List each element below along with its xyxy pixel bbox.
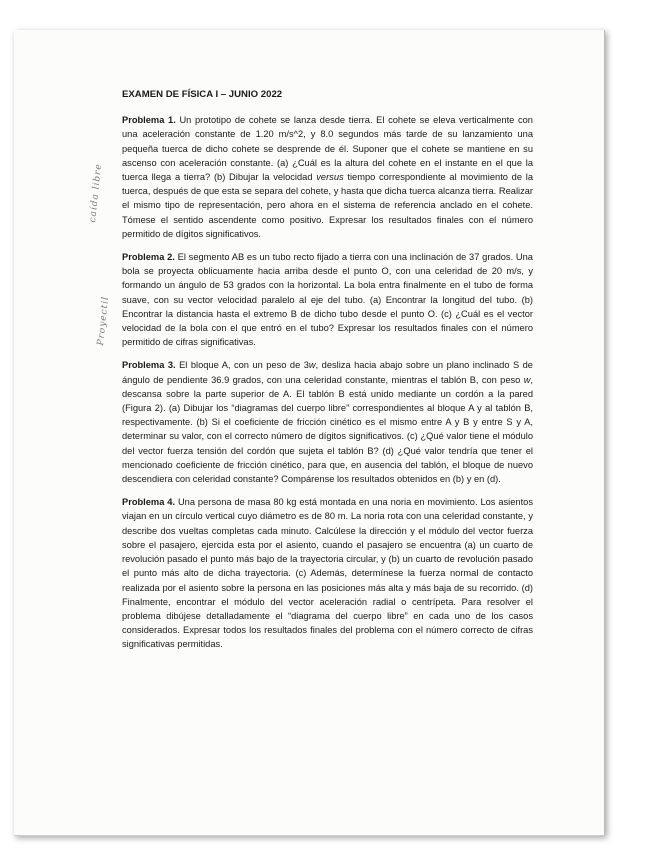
handwritten-note-proyectil: Proyectil	[96, 295, 112, 347]
problem-3-text-part-1: El bloque A, con un peso de 3	[179, 360, 309, 371]
problem-1-text-part-1: Un prototipo de cohete se lanza desde tierra. El cohete se eleva verticalmente con una aceleración constante de 1.20 m/s^2, y 8.0 segundos más tarde de su lanzamiento una pequeña tuerca de dicho cohete se desprende de él. Suponer que el cohete se mantiene en su ascenso con aceleración constante. (a) ¿Cuál es la altura del cohete en el instante en el que la tuerca llega a tierra? (b) Dibujar la velocidad	[122, 115, 533, 183]
problem-4-label: Problema 4.	[122, 497, 176, 508]
problem-4	[122, 495, 533, 651]
problem-2-label: Problema 2.	[122, 252, 175, 263]
exam-title: EXAMEN DE FÍSICA I – JUNIO 2022	[122, 89, 283, 100]
problem-3-weight-symbol-1: w	[308, 360, 316, 371]
problem-2-text: El segmento AB es un tubo recto fijado a tierra con una inclinación de 37 grados. Una bola se proyecta oblicuamente hacia arriba desde el punto O, con una celeridad de 20 m/s, y formando un ángulo de 53 grados con la horizontal. La bola entra finalmente en el tubo de forma suave, con su vector velocidad paralelo al eje del tubo. (a) Encontrar la longitud del tubo. (b) Encontrar la distancia hasta el extremo B de dicho tubo desde el punto O. (c) ¿Cuál es el vector velocidad de la bola con el que entró en el tubo? Expresar los resultados finales con el número permitido de cifras significativas.	[122, 252, 533, 348]
problem-1-label: Problema 1.	[122, 115, 176, 126]
handwritten-note-caida-libre: caída libre	[88, 162, 105, 224]
problem-1-text-part-2: tiempo correspondiente al movimiento de la tuerca, después de que esta se separa del cohete, y hasta que dicha tuerca alcanza tierra. Realizar el mismo tipo de representación, pero ahora en el sistema de referencia anclado en el cohete. Tómese el sentido ascendente como positivo. Expresar los resultados finales con el número permitido de dígitos significativos.	[122, 172, 533, 239]
exam-content	[122, 88, 533, 661]
problem-4-text: Una persona de masa 80 kg está montada en una noria en movimiento. Los asientos viajan en un círculo vertical cuyo diámetro es de 80 m. La noria rota con una celeridad constante, y describe dos vueltas completas cada minuto. Calcúlese la dirección y el módulo del vector fuerza sobre el pasajero, ejercida esta por el asiento, cuando el pasajero se encuentra (a) un cuarto de revolución pasado el punto más bajo de la trayectoria circular, y (b) un cuarto de revolución pasado el punto más alto de dicha trayectoria. (c) Además, determínese la fuerza normal de contacto realizada por el asiento sobre la persona en las posiciones más alta y más baja de su recorrido. (d) Finalmente, encontrar el módulo del vector aceleración radial o centrípeta. Para resolver el problema dibújese detalladamente el “diagrama del cuerpo libre” en cada uno de los casos considerados. Expresar todos los resultados finales del problema con el número correcto de cifras significativas permitidas.	[122, 497, 533, 650]
problem-3-weight-symbol-2: w	[523, 374, 531, 385]
problem-2	[122, 250, 533, 349]
problem-1	[122, 113, 533, 241]
problem-3	[122, 358, 533, 486]
problem-3-label: Problema 3.	[122, 360, 176, 371]
problem-3-text-part-2: , desliza hacia abajo sobre un plano inclinado S de ángulo de pendiente 36.9 grados, con una celeridad constante, mientras el tablón B, con peso	[122, 360, 533, 385]
problem-3-text-part-3: , descansa sobre la parte superior de A. El tablón B está unido mediante un cordón a la pared (Figura 2). (a) Dibujar los “diagramas del cuerpo libre” correspondientes al bloque A y al tablón B, respectivamente. (b) Si el coeficiente de fricción cinético es el mismo entre A y B y entre S y A, determinar su valor, con el correcto número de dígitos significativos. (c) ¿Qué valor tiene el módulo del vector fuerza tensión del cordón que sujeta el tablón B? (d) ¿Qué valor tendría que tener el mencionado coeficiente de fricción cinético, para que, en ausencia del tablón, el bloque de nuevo descendiera con celeridad constante? Compárense los resultados obtenidos en (b) y en (d).	[122, 374, 533, 485]
problem-1-text-emphasis: versus	[316, 172, 344, 183]
